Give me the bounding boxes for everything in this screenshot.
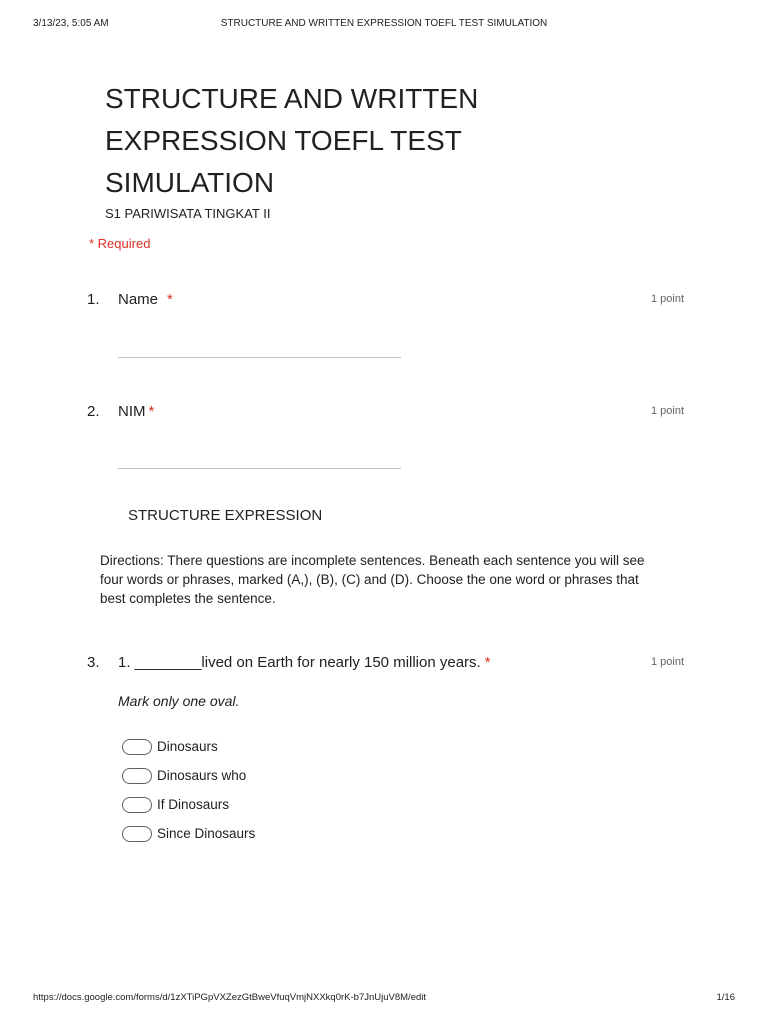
option-if-dinosaurs[interactable] — [122, 790, 255, 819]
options-list — [122, 732, 255, 848]
question-points: 1 point — [650, 656, 684, 668]
required-asterisk: * — [484, 654, 491, 671]
radio-oval[interactable] — [122, 797, 152, 813]
mark-one-oval-instruction: Mark only one oval. — [118, 693, 240, 709]
question-number: 3. — [87, 654, 100, 671]
print-header-title: STRUCTURE AND WRITTEN EXPRESSION TOEFL TEST SIMULATION — [220, 18, 548, 29]
print-url[interactable]: https://docs.google.com/forms/d/1zXTiPGpVXZezGtBweVfuqVmjNXXkq0rK-b7JnUjuV8M/edit — [33, 992, 427, 1003]
form-subtitle: S1 PARIWISATA TINGKAT II — [105, 206, 271, 221]
option-label: Dinosaurs who — [157, 768, 247, 783]
radio-oval[interactable] — [122, 826, 152, 842]
required-asterisk: * — [148, 403, 155, 420]
name-answer-field[interactable] — [118, 357, 401, 358]
question-number: 2. — [87, 403, 100, 420]
question-title — [118, 403, 154, 420]
question-title-text: 1. ________lived on Earth for nearly 150 million years. — [118, 654, 481, 671]
radio-oval[interactable] — [122, 739, 152, 755]
option-label: Since Dinosaurs — [157, 826, 256, 841]
nim-answer-field[interactable] — [118, 468, 401, 469]
option-label: Dinosaurs — [157, 739, 218, 754]
option-label: If Dinosaurs — [157, 797, 230, 812]
section-directions: Directions: There questions are incomplete sentences. Beneath each sentence you will see four words or phrases, marked (A,), (B), (C) and (D). Choose the one word or phrases that best completes the sentence. — [100, 553, 645, 606]
question-title — [118, 291, 173, 308]
option-dinosaurs-who[interactable] — [122, 761, 255, 790]
form-title: STRUCTURE AND WRITTEN EXPRESSION TOEFL TEST SIMULATION — [105, 83, 479, 198]
section-title: STRUCTURE EXPRESSION — [128, 507, 323, 524]
option-dinosaurs[interactable] — [122, 732, 255, 761]
required-note: * Required — [89, 236, 151, 251]
question-points: 1 point — [650, 293, 684, 305]
question-title-text: NIM — [118, 403, 146, 420]
required-asterisk: * — [167, 291, 173, 308]
option-since-dinosaurs[interactable] — [122, 819, 255, 848]
radio-oval[interactable] — [122, 768, 152, 784]
page-number: 1/16 — [716, 992, 735, 1003]
question-title-text: Name — [118, 291, 159, 308]
print-date: 3/13/23, 5:05 AM — [33, 18, 109, 29]
question-number: 1. — [87, 291, 100, 308]
question-points: 1 point — [650, 405, 684, 417]
question-title — [118, 654, 491, 671]
